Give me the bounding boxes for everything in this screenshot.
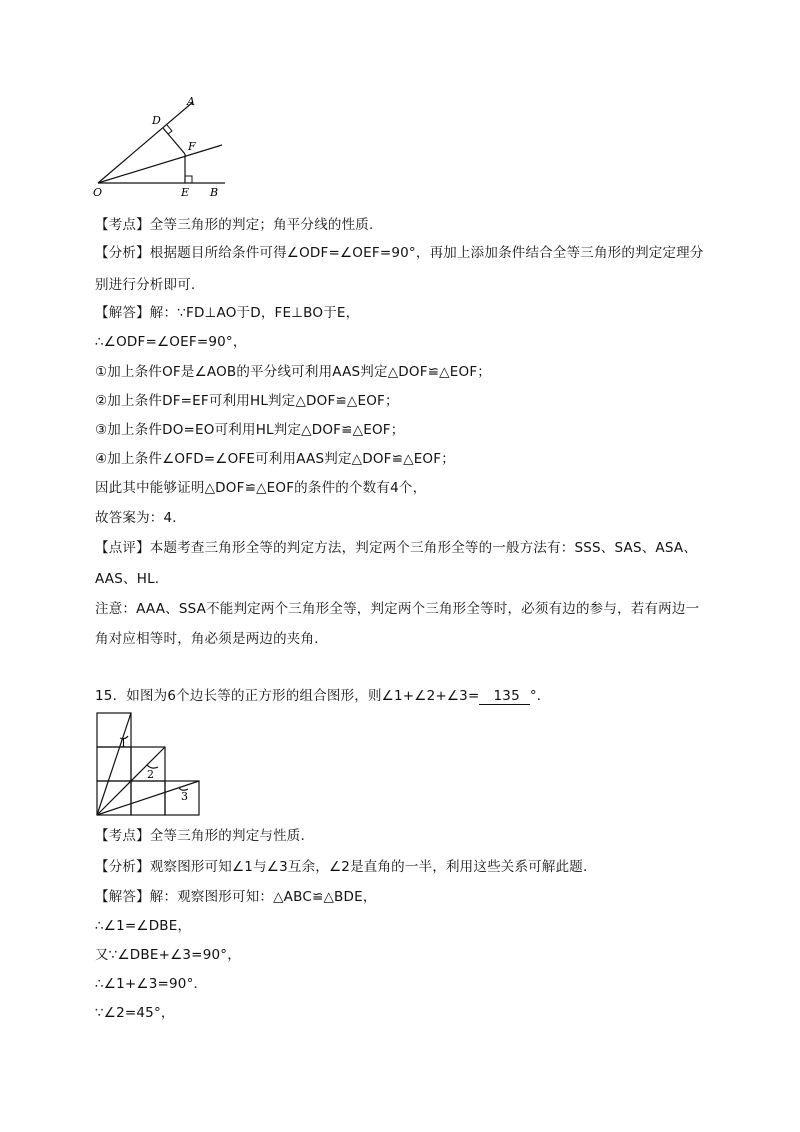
zhuyi-line2: 角对应相等时，角必须是两边的夹角. xyxy=(95,631,319,647)
fenxi-2: 【分析】观察图形可知∠1与∠3互余，∠2是直角的一半，利用这些关系可解此题. xyxy=(95,859,588,875)
jieda-1-line4: ②加上条件DF=EF可利用HL判定△DOF≌△EOF； xyxy=(95,393,399,409)
jieda-1-line6: ④加上条件∠OFD=∠OFE可利用AAS判定△DOF≌△EOF； xyxy=(95,451,455,467)
label-e: E xyxy=(181,186,190,199)
kaodian-1: 【考点】全等三角形的判定；角平分线的性质. xyxy=(95,217,374,233)
jieda-1-line3: ①加上条件OF是∠AOB的平分线可利用AAS判定△DOF≌△EOF； xyxy=(95,364,491,380)
jieda-2-line1: 【解答】解：观察图形可知：△ABC≌△BDE， xyxy=(95,889,377,905)
right-angle-e xyxy=(185,176,192,183)
question-15-text: 15．如图为6个边长等的正方形的组合图形，则∠1+∠2+∠3= xyxy=(95,688,480,704)
kaodian-2: 【考点】全等三角形的判定与性质. xyxy=(95,828,305,844)
angle-label-3: 3 xyxy=(181,790,188,803)
jieda-1-line5: ③加上条件DO=EO可利用HL判定△DOF≌△EOF； xyxy=(95,422,405,438)
angle-label-1: 1 xyxy=(120,737,127,750)
dianping-line2: AAS、HL. xyxy=(95,571,160,587)
angle-label-2: 2 xyxy=(147,768,154,781)
segment-fd xyxy=(163,128,185,154)
jieda-1-line8: 故答案为：4. xyxy=(95,510,177,526)
answer-blank: 135 xyxy=(479,689,529,705)
jieda-1-line2: ∴∠ODF=∠OEF=90°， xyxy=(95,334,247,350)
bisector-of xyxy=(98,145,222,183)
jieda-2-line2: ∴∠1=∠DBE， xyxy=(95,918,192,934)
question-15 xyxy=(95,684,551,705)
zhuyi-line1: 注意：AAA、SSA不能判定两个三角形全等，判定两个三角形全等时，必须有边的参与，若有两边一 xyxy=(95,601,700,617)
jieda-2-line5: ∵∠2=45°， xyxy=(95,1005,175,1021)
label-d: D xyxy=(152,114,161,127)
ray-oa xyxy=(98,102,193,183)
dianping-line1: 【点评】本题考查三角形全等的判定方法，判定两个三角形全等的一般方法有：SSS、SAS、ASA、 xyxy=(95,540,698,556)
jieda-2-line4: ∴∠1+∠3=90°． xyxy=(95,976,208,992)
fenxi-1-line1: 【分析】根据题目所给条件可得∠ODF=∠OEF=90°，再加上添加条件结合全等三角形的判定定理分 xyxy=(95,245,704,261)
right-angle-d xyxy=(167,125,172,134)
label-a: A xyxy=(187,95,195,108)
jieda-1-line1: 【解答】解：∵FD⊥AO于D，FE⊥BO于E， xyxy=(95,305,360,321)
question-15-degree: °． xyxy=(529,688,551,704)
fenxi-1-line2: 别进行分析即可. xyxy=(95,277,196,293)
label-o: O xyxy=(93,186,103,199)
jieda-2-line3: 又∵∠DBE+∠3=90°， xyxy=(95,947,241,963)
label-f: F xyxy=(188,140,196,153)
jieda-1-line7: 因此其中能够证明△DOF≌△EOF的条件的个数有4个， xyxy=(95,480,427,496)
six-squares-figure xyxy=(92,708,212,818)
angle-bisector-figure xyxy=(90,92,240,202)
label-b: B xyxy=(210,186,219,199)
diagonal-1 xyxy=(97,713,131,815)
